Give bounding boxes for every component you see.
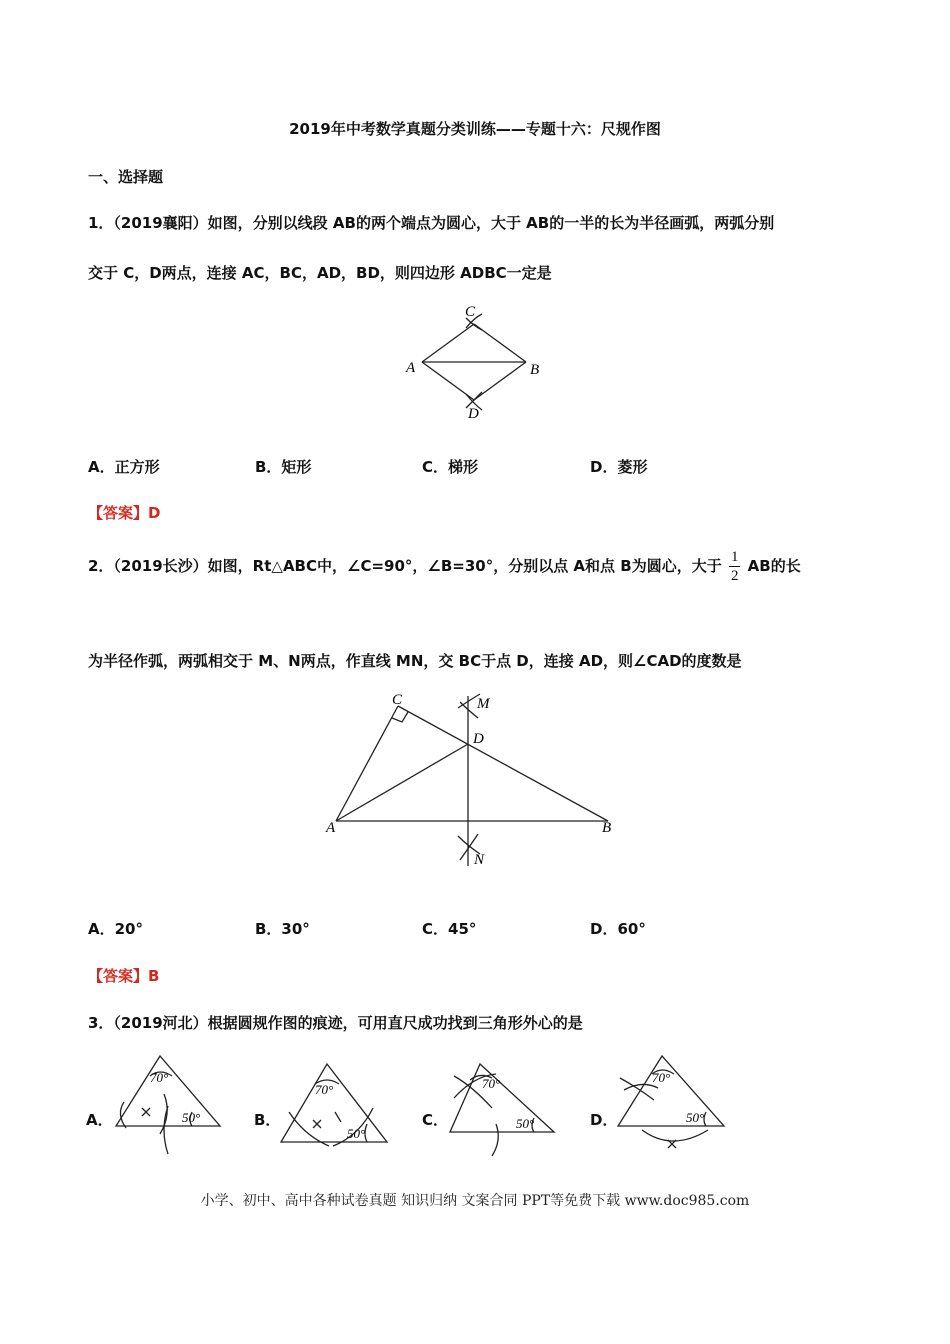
q2-label-a: A [326, 820, 336, 836]
q1-label-d: D [468, 406, 479, 422]
q2-option-b: B．30° [255, 920, 310, 938]
q2-option-c: C．45° [422, 920, 477, 938]
q1-answer: 【答案】D [88, 504, 161, 522]
q3-option-b: B． [254, 1111, 281, 1129]
q2-frac-numerator: 1 [730, 549, 739, 565]
q3-option-c: C． [422, 1111, 449, 1129]
page-footer: 小学、初中、高中各种试卷真题 知识归纳 文案合同 PPT等免费下载 www.doc985.com [200, 1193, 750, 1209]
q3d-angle-right: 50° [686, 1110, 705, 1125]
q2-label-m: M [477, 696, 490, 712]
q3-figure-c [444, 1050, 564, 1160]
q1-label-b: B [530, 362, 540, 378]
q2-option-d: D．60° [590, 920, 646, 938]
q3-figure-b [275, 1050, 395, 1160]
q2-label-b: B [602, 820, 612, 836]
q3-option-a: A． [86, 1111, 113, 1129]
q2-line1 [88, 548, 801, 585]
q1-option-c: C．梯形 [422, 458, 479, 476]
q2-frac-denominator: 2 [730, 568, 739, 584]
q3c-angle-top: 70° [482, 1076, 501, 1091]
q2-fraction [729, 548, 741, 585]
q3-line1: 3．（2019河北）根据圆规作图的痕迹，可用直尺成功找到三角形外心的是 [88, 1014, 583, 1032]
q3b-angle-right: 50° [347, 1126, 366, 1141]
q1-option-d: D．菱形 [590, 458, 648, 476]
q3b-angle-top: 70° [315, 1082, 334, 1097]
q2-answer: 【答案】B [88, 967, 160, 985]
q1-option-b: B．矩形 [255, 458, 312, 476]
q3c-angle-right: 50° [516, 1116, 535, 1131]
q3-figure-d [612, 1050, 732, 1160]
q2-label-c: C [392, 692, 403, 708]
q2-line1-tail: AB的长 [747, 557, 801, 575]
q1-option-a: A．正方形 [88, 458, 160, 476]
q2-line2: 为半径作弧，两弧相交于 M、N两点，作直线 MN，交 BC于点 D，连接 AD，则∠CAD的度数是 [88, 652, 742, 670]
q2-label-n: N [474, 852, 485, 868]
q2-option-a: A．20° [88, 920, 143, 938]
q3a-angle-top: 70° [150, 1070, 169, 1085]
q3a-angle-right: 50° [182, 1110, 201, 1125]
q3-option-d: D． [590, 1111, 618, 1129]
q3-figure-a [110, 1050, 230, 1160]
q1-label-c: C [465, 304, 476, 320]
page-title: 2019年中考数学真题分类训练——专题十六：尺规作图 [289, 120, 661, 138]
q2-line1-text: 2．（2019长沙）如图，Rt△ABC中，∠C=90°，∠B=30°，分别以点 A和点 B为圆心，大于 [88, 557, 722, 575]
q1-line1: 1．（2019襄阳）如图，分别以线段 AB的两个端点为圆心，大于 AB的一半的长为半径画弧，两弧分别 [88, 214, 775, 232]
q1-label-a: A [406, 360, 416, 376]
q1-figure [400, 300, 550, 425]
section-heading: 一、选择题 [88, 168, 164, 186]
q2-figure [320, 688, 630, 873]
q2-label-d: D [473, 731, 484, 747]
q3d-angle-top: 70° [652, 1070, 671, 1085]
q1-line2: 交于 C，D两点，连接 AC，BC，AD，BD，则四边形 ADBC一定是 [88, 264, 552, 282]
